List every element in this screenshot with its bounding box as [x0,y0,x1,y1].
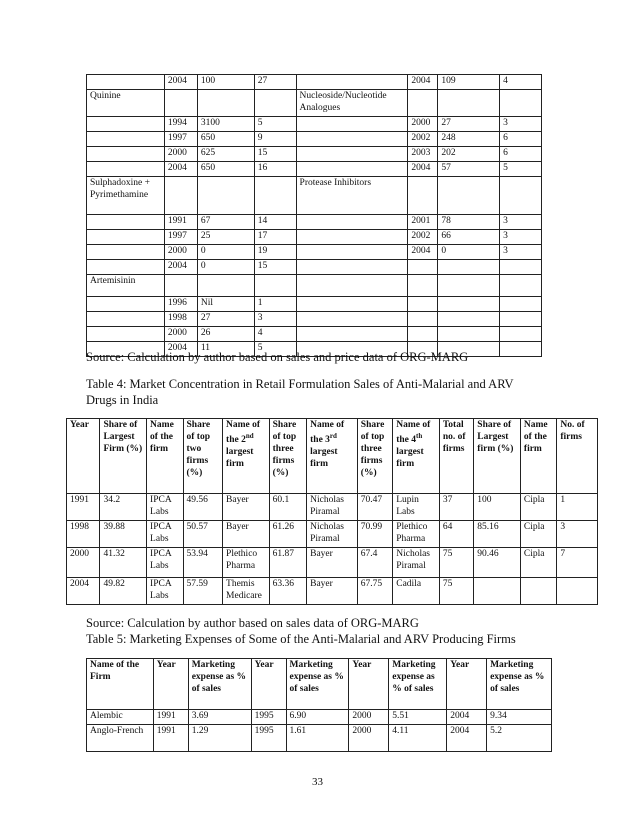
top-table-cell [500,296,542,311]
table4-row [67,578,598,605]
top-table-row [87,274,542,296]
table5-cell: 1995 [251,724,286,751]
top-table-cell: 100 [197,75,254,90]
top-table-cell: 625 [197,146,254,161]
table5-cell: 1.61 [286,724,349,751]
top-table-cell [500,274,542,296]
top-table-cell: 9 [254,131,296,146]
top-table-cell: 2002 [408,229,438,244]
top-table-cell: 2004 [408,75,438,90]
top-table-cell: 650 [197,161,254,176]
table5-cell: Alembic [87,710,154,725]
table5-cell: 1991 [153,724,188,751]
table4-cell: Cipla [520,548,556,578]
top-table-cell [408,296,438,311]
table5-header-cell: Marketing expense as % of sales [389,659,447,710]
top-table-cell: 3 [500,116,542,131]
top-table-cell: 5 [500,161,542,176]
top-table-cell: 3 [500,214,542,229]
table4-cell: Cipla [520,494,556,521]
top-table-cell: 14 [254,214,296,229]
header-name-4th-sup: th [416,431,423,440]
table4-cell: 63.36 [269,578,306,605]
table5-caption: Table 5: Marketing Expenses of Some of the Anti-Malarial and ARV Producing Firms [86,632,516,646]
top-table-cell [438,326,500,341]
table4-cell: 1991 [67,494,100,521]
table5-cell: 2004 [447,724,487,751]
market-concentration-table [66,418,598,605]
table4-cell: IPCA Labs [147,521,183,548]
top-table-cell: 5 [254,341,296,356]
table5-row [87,724,552,751]
table4-cell: 34.2 [100,494,147,521]
table4-cell: Nicholas Piramal [393,548,440,578]
table4-cell: 41.32 [100,548,147,578]
table5-header-cell: Marketing expense as % of sales [286,659,349,710]
top-table-cell [296,311,408,326]
table4-cell: Bayer [223,494,270,521]
top-table-row [87,326,542,341]
top-table-cell: 2002 [408,131,438,146]
top-table-cell [197,90,254,117]
table4-cell [557,578,598,605]
table4-cell: 85.16 [474,521,521,548]
table5-cell: 2004 [447,710,487,725]
top-table-cell: 0 [438,244,500,259]
top-table-cell [87,131,165,146]
top-table-cell [408,326,438,341]
top-table-cell [296,244,408,259]
header-name-firm-b: Name of the firm [520,419,556,494]
table4-cell: IPCA Labs [147,494,183,521]
top-table-cell [438,90,500,117]
table4-cell: Nicholas Piramal [307,494,358,521]
top-table-cell: 25 [197,229,254,244]
top-table-cell: 1 [254,296,296,311]
top-table-cell [438,296,500,311]
top-table-cell: 26 [197,326,254,341]
header-share-top-two: Share of top two firms (%) [183,419,223,494]
top-table-cell: 109 [438,75,500,90]
top-table-row [87,146,542,161]
table4-cell: 60.1 [269,494,306,521]
table4-row [67,521,598,548]
table4-cell: 61.87 [269,548,306,578]
top-table-cell: Nucleoside/Nucleotide Analogues [296,90,408,117]
table4-cell: 39.88 [100,521,147,548]
top-table-row [87,214,542,229]
header-name-firm: Name of the firm [147,419,183,494]
table4-cell: 49.56 [183,494,223,521]
top-table-cell: 11 [197,341,254,356]
table5-header-cell: Marketing expense as % of sales [487,659,552,710]
top-table-cell [500,90,542,117]
top-table-cell: 2004 [164,75,197,90]
top-table-cell [500,176,542,214]
top-table-cell: 2004 [408,244,438,259]
header-name-4th-pre: Name of the 4 [396,420,431,446]
top-table-cell [296,296,408,311]
table4-cell: 70.99 [357,521,392,548]
header-share-largest-b: Share of Largest firm (%) [474,419,521,494]
top-table-cell: 0 [197,244,254,259]
top-table-cell: 4 [500,75,542,90]
table5-header-row [87,659,552,710]
top-table-cell: 2000 [408,116,438,131]
top-table-cell [87,311,165,326]
top-table-cell: Quinine [87,90,165,117]
top-table-cell: 3 [254,311,296,326]
top-table-cell: 650 [197,131,254,146]
table5-cell: 5.2 [487,724,552,751]
top-table-cell [408,311,438,326]
top-table-row [87,131,542,146]
table5-cell: 4.11 [389,724,447,751]
top-table-cell: 2004 [408,161,438,176]
top-table-cell [408,274,438,296]
top-table-cell: 202 [438,146,500,161]
header-name-2nd-post: largest firm [226,446,254,469]
table4-header-row [67,419,598,494]
top-table-cell: 6 [500,131,542,146]
top-table-cell [296,146,408,161]
top-table-cell: 2000 [164,146,197,161]
page-number: 33 [312,776,323,788]
top-table-row [87,176,542,214]
top-table-cell [500,311,542,326]
top-table-cell [87,214,165,229]
header-name-4th [393,419,440,494]
top-table-cell [164,274,197,296]
top-table-cell [438,259,500,274]
top-table-cell: 27 [438,116,500,131]
table5-header-cell: Year [153,659,188,710]
table4-cell: 67.75 [357,578,392,605]
top-table-cell: 1991 [164,214,197,229]
top-table-cell [87,116,165,131]
top-table-cell [438,274,500,296]
table4-cell: Nicholas Piramal [307,521,358,548]
table4-caption-line1: Table 4: Market Concentration in Retail Formulation Sales of Anti-Malarial and ARV [86,377,514,391]
top-table-cell [87,326,165,341]
top-table-cell: 1997 [164,131,197,146]
top-table-cell: Sulphadoxine + Pyrimethamine [87,176,165,214]
table4-cell: 1998 [67,521,100,548]
top-table-cell [408,259,438,274]
table4-cell: Themis Medicare [223,578,270,605]
table4-cell: 2004 [67,578,100,605]
table5-cell: 1.29 [188,724,251,751]
table5-cell: 3.69 [188,710,251,725]
top-table-cell [296,274,408,296]
table4-cell: IPCA Labs [147,578,183,605]
table5-header-cell: Name of the Firm [87,659,154,710]
top-table-row [87,259,542,274]
top-table-cell [408,176,438,214]
top-table-row [87,75,542,90]
table5-cell: 1991 [153,710,188,725]
top-table-cell: 6 [500,146,542,161]
table5-cell: 1995 [251,710,286,725]
header-share-largest: Share of Largest Firm (%) [100,419,147,494]
table5-header-cell: Year [447,659,487,710]
top-table-cell: 2001 [408,214,438,229]
top-table-row [87,229,542,244]
top-table-cell [197,274,254,296]
table4-cell: 61.26 [269,521,306,548]
table4-caption-line2: Drugs in India [86,393,159,407]
top-table-cell: 0 [197,259,254,274]
table4-cell: Cadila [393,578,440,605]
table5-cell: 6.90 [286,710,349,725]
top-table-row [87,161,542,176]
top-table-cell [254,176,296,214]
table5-header-cell: Year [349,659,389,710]
table4-cell: 100 [474,494,521,521]
table4-cell: 70.47 [357,494,392,521]
table4-cell: Plethico Pharma [393,521,440,548]
top-table-cell [87,229,165,244]
top-table-cell: 16 [254,161,296,176]
header-name-3rd-post: largest firm [310,446,338,469]
top-table-cell: 66 [438,229,500,244]
top-table-cell: 2000 [164,244,197,259]
top-table-cell [296,116,408,131]
top-table-cell [500,259,542,274]
table4-cell: 3 [557,521,598,548]
top-table-cell: Artemisinin [87,274,165,296]
top-table-cell: 2004 [164,259,197,274]
table4-cell: 75 [439,548,473,578]
top-table-cell: 27 [197,311,254,326]
top-table-cell [87,146,165,161]
header-total-firms: Total no. of firms [439,419,473,494]
top-table-cell [254,274,296,296]
top-table-cell: 1996 [164,296,197,311]
top-table-row [87,296,542,311]
source-note-1: Source: Calculation by author based on sales and price data of ORG-MARG [86,350,469,364]
top-table-cell: 3 [500,244,542,259]
table4-cell: 49.82 [100,578,147,605]
top-table-cell: 5 [254,116,296,131]
header-name-3rd-pre: Name of the 3 [310,420,345,446]
top-table-cell: 57 [438,161,500,176]
top-table-cell [87,161,165,176]
header-name-2nd-sup: nd [245,431,254,440]
top-table-cell: 2004 [164,161,197,176]
top-table-cell: 15 [254,259,296,274]
table5-cell: 9.34 [487,710,552,725]
top-table-cell [408,90,438,117]
top-table-cell: 248 [438,131,500,146]
top-table-row [87,244,542,259]
top-table-cell: 27 [254,75,296,90]
top-table-cell [296,326,408,341]
table4-cell: Bayer [307,578,358,605]
top-table-cell [500,341,542,356]
header-name-2nd-pre: Name of the 2 [226,420,261,446]
table4-cell: Lupin Labs [393,494,440,521]
top-table-cell: 1998 [164,311,197,326]
table4-row [67,548,598,578]
top-table-cell [87,75,165,90]
table4-cell: 90.46 [474,548,521,578]
table5-cell: 5.51 [389,710,447,725]
top-table-cell [438,176,500,214]
table4-cell: 67.4 [357,548,392,578]
top-table-cell [438,311,500,326]
table4-row [67,494,598,521]
header-name-3rd-sup: rd [329,431,337,440]
top-table-cell: 17 [254,229,296,244]
top-table-cell [296,75,408,90]
table5-cell: 2000 [349,724,389,751]
table4-cell: 57.59 [183,578,223,605]
table4-cell: 64 [439,521,473,548]
top-table-cell: 3100 [197,116,254,131]
top-table-cell: 3 [500,229,542,244]
top-table-cell [87,244,165,259]
table4-cell: 2000 [67,548,100,578]
table4-cell: IPCA Labs [147,548,183,578]
header-share-top-three: Share of top three firms (%) [269,419,306,494]
top-table-cell: 2003 [408,146,438,161]
table4-cell [520,578,556,605]
top-table-cell: 1994 [164,116,197,131]
top-table-cell: 19 [254,244,296,259]
top-table-cell [164,176,197,214]
table4-cell: 53.94 [183,548,223,578]
top-table-cell [87,259,165,274]
top-table-cell: Nil [197,296,254,311]
table5-row [87,710,552,725]
table4-cell: Plethico Pharma [223,548,270,578]
top-table-cell: Protease Inhibitors [296,176,408,214]
header-share-top-three-b: Share of top three firms (%) [357,419,392,494]
top-table-cell: 2000 [164,326,197,341]
marketing-expenses-table [86,658,552,752]
top-table-cell: 67 [197,214,254,229]
table5-header-cell: Year [251,659,286,710]
table4-cell: 50.57 [183,521,223,548]
header-name-4th-post: largest firm [396,446,424,469]
table4-cell: 1 [557,494,598,521]
table4-cell [474,578,521,605]
top-table [86,74,542,357]
header-no-firms: No. of firms [557,419,598,494]
table4-cell: 7 [557,548,598,578]
header-name-3rd [307,419,358,494]
table5-cell: Anglo-French [87,724,154,751]
top-table-cell [87,296,165,311]
top-table-cell [164,90,197,117]
top-table-cell [296,214,408,229]
top-table-cell: 15 [254,146,296,161]
top-table-cell [296,131,408,146]
table5-header-cell: Marketing expense as % of sales [188,659,251,710]
top-table-cell: 78 [438,214,500,229]
top-table-cell [254,90,296,117]
table5-cell: 2000 [349,710,389,725]
top-table-cell [500,326,542,341]
header-name-2nd [223,419,270,494]
top-table-cell [197,176,254,214]
top-table-cell: 4 [254,326,296,341]
top-table-row [87,116,542,131]
source-note-2: Source: Calculation by author based on sales data of ORG-MARG [86,616,419,630]
top-table-cell [296,229,408,244]
table4-cell: 37 [439,494,473,521]
top-table-cell: 1997 [164,229,197,244]
top-table-cell [296,161,408,176]
top-table-row [87,90,542,117]
table4-cell: Bayer [307,548,358,578]
table4-cell: Bayer [223,521,270,548]
top-table-row [87,311,542,326]
top-table-cell: 2004 [164,341,197,356]
header-year: Year [67,419,100,494]
table4-cell: Cipla [520,521,556,548]
top-table-cell [296,259,408,274]
table4-cell: 75 [439,578,473,605]
